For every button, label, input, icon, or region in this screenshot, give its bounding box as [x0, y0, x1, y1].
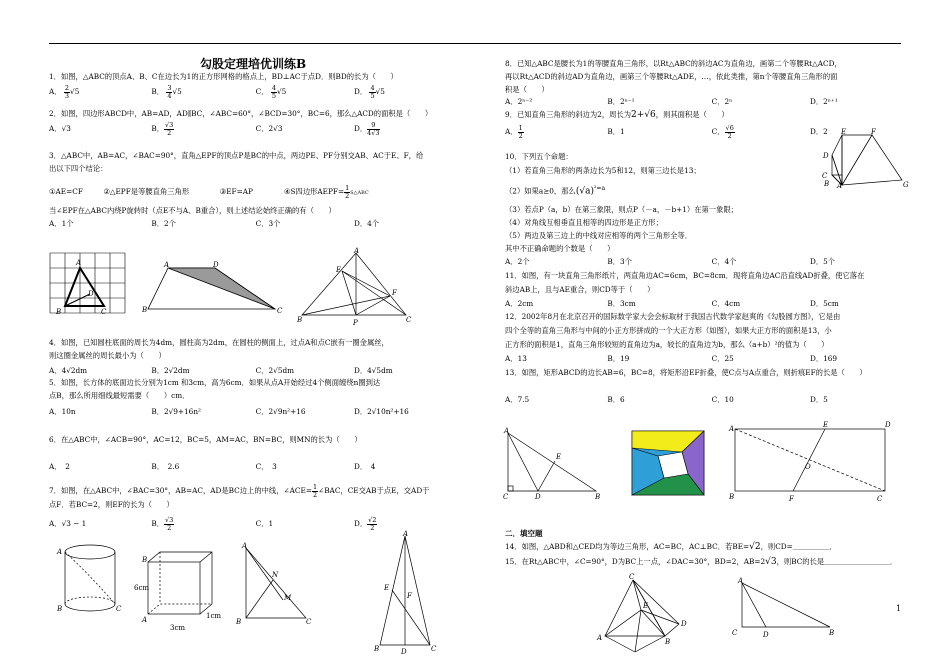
q9-opt-a-frac: $\frac{1}{2}$ [518, 124, 523, 140]
svg-text:M: M [284, 594, 292, 602]
svg-text:A: A [729, 425, 735, 433]
q1-text: 1．如图，△ABC的顶点A、B、C在边长为1的正方形网格的格点上，BD⊥AC于点D．则BD的长为（ ） [49, 72, 398, 81]
svg-text:O: O [805, 463, 811, 471]
svg-text:C: C [406, 316, 412, 324]
q12-text-b: 四个全等的直角三角形与中间的小正方形拼成的一个大正方形（如图），如果大正方形的面积是13，小 [505, 326, 832, 335]
q1-opt-c-label: C． [255, 87, 269, 96]
q1-opt-d-label: D． [353, 87, 368, 96]
q1-opt-a-label: A． [49, 87, 62, 96]
svg-text:A: A [597, 634, 603, 642]
q12-text-a: 12．2002年8月在北京召开的国际数学家大会会标取材于我国古代数学家赵爽的《勾股圆方图》，它是由 [505, 312, 841, 321]
q1-opt-b-frac: $\frac{3}{4}$ [167, 84, 172, 100]
q10-opt-d: D．5个 [809, 257, 836, 266]
q5-text-b: 点B，那么所用细线最短需要（ ）cm． [49, 391, 190, 400]
q13-opt-b: B．6 [607, 395, 625, 404]
q6-options [49, 463, 375, 470]
q3-opt-a: A．1个 [49, 219, 74, 228]
q12-opt-b: B．19 [607, 354, 630, 363]
svg-text:D: D [885, 421, 891, 429]
q6-opt-c: C． 3 [255, 462, 277, 471]
q10-prop-2: （2）如果a≥0，那么$(√a)^{^2=a}$ [505, 185, 606, 197]
svg-text:D: D [763, 631, 769, 639]
q7-opt-a: A．√3 − 1 [49, 519, 87, 528]
q13-opt-c: C．10 [711, 395, 734, 404]
svg-text:C: C [822, 172, 828, 180]
svg-text:D: D [401, 648, 407, 656]
q7-opt-b: B． [151, 519, 164, 528]
svg-text:C: C [306, 618, 312, 626]
q5-text-a: 5．如图，长方体的底面边长分别为1cm 和3cm，高为6cm．如果从点A开始经过4个侧面缠绕n圈到达 [49, 378, 381, 387]
q3-opt-d: D．4个 [353, 219, 380, 228]
svg-text:B: B [374, 645, 380, 653]
q3-statements [49, 185, 369, 199]
q12-options [505, 355, 837, 362]
svg-text:B: B [297, 316, 303, 324]
q1-options: A． $\frac{2}{3}$ √5 B． $\frac{3}{4}$ √5 C． $\frac{4}{5}$ √5 D． $\frac{4}{5}$ √5 [49, 84, 385, 100]
header-rule [49, 43, 901, 44]
q6-opt-d: D． 4 [353, 462, 376, 471]
q7-opt-c: C．1 [255, 519, 274, 528]
q9-opt-c: C． [711, 127, 725, 136]
svg-text:B: B [236, 618, 242, 626]
svg-text:E: E [643, 602, 649, 610]
q7-opt-d: D． [353, 519, 368, 528]
svg-text:C: C [431, 645, 437, 653]
svg-text:B: B [829, 629, 835, 637]
q1-opt-c-frac: $\frac{4}{5}$ [271, 84, 277, 100]
q6-triangle-figure [228, 540, 318, 632]
q3-statement-4: ④S四边形AEPF= $\frac{1}{2}$ S△ABC [283, 184, 369, 200]
q1-opt-a-frac: $\frac{2}{3}$ [64, 84, 70, 100]
svg-text:A: A [403, 530, 409, 538]
q10-question: 其中不正确命题的个数是（ ） [505, 244, 615, 253]
q13-text: 13．如图，矩形ABCD的边长AB=6，BC=8，将矩形沿EF折叠，使C点与A点重合，则折痕EF的长是（ ） [505, 368, 867, 377]
q7-text-a: 7．如图，在△ABC中，∠BAC=30°，AB=AC，AD是BC边上的中线，∠ACE= $\frac{1}{2}$ ∠BAC，CE交AB于点E，交AD于 [49, 483, 430, 499]
q2-opt-b: B． [151, 124, 164, 133]
q3-text-c: 当∠EPF在△ABC内绕P旋转时（点E不与A、B重合），则上述结论始终正确的有（ ） [49, 206, 336, 215]
svg-text:E: E [384, 584, 390, 592]
svg-text:C: C [503, 493, 509, 501]
q12-pinwheel-square-figure [630, 430, 706, 496]
svg-text:F: F [392, 289, 397, 297]
q11-folded-triangle-figure [500, 425, 605, 505]
q11-opt-d: D．5cm [809, 299, 839, 308]
q2-quadrilateral-figure [140, 260, 290, 315]
q10-opt-b: B．3个 [607, 257, 632, 266]
svg-text:B: B [665, 638, 671, 646]
q4-cylinder-figure [50, 540, 130, 620]
q10-options [505, 258, 835, 265]
svg-text:B: B [56, 308, 62, 316]
q13-options [505, 396, 828, 403]
q5-opt-a: A．10n [49, 407, 76, 416]
svg-text:A: A [354, 247, 360, 255]
q11-text-b: 斜边AB上，且与AE重合，则CD等于（ ） [505, 285, 655, 294]
q3-text-a: 3．△ABC中，AB=AC，∠BAC=90°，直角△EPF的顶点P是BC的中点，两边PE、PF分别交AB、AC于E、F，给 [49, 151, 424, 160]
q8-opt-d: D．2ⁿ⁺¹ [809, 97, 838, 106]
svg-text:C: C [629, 573, 635, 581]
q9-options [505, 125, 828, 139]
q6-opt-b: B． 2.6 [151, 462, 180, 471]
q5-cuboid-figure [136, 548, 226, 638]
q4-text-b: 则这圈金属丝的周长最小为（ ） [49, 351, 166, 360]
svg-text:C: C [277, 307, 283, 315]
q8-text-c: 积是（ ） [505, 85, 549, 94]
svg-text:B: B [142, 306, 148, 314]
svg-text:A: A [142, 616, 148, 624]
q1-grid-figure [44, 248, 134, 322]
q14-equilateral-triangles-figure [595, 570, 695, 658]
svg-text:D: D [681, 620, 687, 628]
q10-text: 10．下列五个命题： [505, 152, 573, 161]
svg-text:C: C [732, 629, 738, 637]
q6-opt-a: A． 2 [49, 462, 70, 471]
q1-opt-d-frac: $\frac{4}{5}$ [370, 84, 375, 100]
q11-opt-b: B．3cm [607, 299, 636, 308]
q5-opt-d: D．2√10n²+16 [353, 407, 409, 416]
q2-opt-a: A．√3 [49, 124, 71, 133]
svg-text:D: D [823, 152, 829, 160]
svg-text:C: C [101, 308, 107, 316]
q11-options [505, 300, 839, 307]
q8-opt-b: B．2ⁿ⁻¹ [607, 97, 635, 106]
q14-text: 14．如图，△ABD和△CED均为等边三角形，AC=BC，AC⊥BC．若BE=√2，则CD=＿＿＿＿＿． [505, 542, 837, 552]
q6-text: 6．在△ABC中，∠ACB=90°，AC=12，BC=5，AM=AC，BN=BC，则MN的长为（ ） [49, 435, 362, 444]
q12-text-c: 正方形的面积是1，直角三角形较短的直角边为a，较长的直角边为b，那么（a+b）²的值为（ ） [505, 340, 829, 349]
q4-opt-d: D．4√5dm [353, 366, 393, 375]
q8-text-a: 8．已知△ABC是腰长为1的等腰直角三角形，以Rt△ABC的斜边AC为直角边，画第二个等腰Rt△ACD， [505, 59, 842, 68]
q7-opt-d-frac: $\frac{√2}{2}$ [368, 516, 377, 532]
svg-text:E: E [336, 266, 342, 274]
q2-opt-b-frac: $\frac{√3}{2}$ [165, 121, 174, 137]
q15-right-triangle-figure [730, 575, 840, 640]
q11-opt-c: C．4cm [711, 299, 741, 308]
q7-half-frac: $\frac{1}{2}$ [312, 483, 318, 499]
q3-statement-1: ①AE=CF [49, 187, 83, 196]
svg-text:F: F [789, 495, 794, 503]
q4-text-a: 4．如图，已知圆柱底面的周长为4dm，圆柱高为2dm，在圆柱的侧面上，过点A和点C嵌有一圈金属丝， [49, 338, 389, 347]
q8-staircase-triangles-figure [809, 127, 917, 190]
svg-text:D: D [213, 261, 219, 269]
q8-opt-a: A．2ⁿ⁻² [505, 97, 533, 106]
q9-text: 9．已知直角三角形的斜边为2，周长为2+√6，则其面积是（ ） [505, 110, 729, 120]
section-fill-in-title: 二．填空题 [505, 529, 543, 538]
q9-opt-b: B．1 [607, 127, 625, 136]
fig-label-3cm: 3cm [170, 624, 186, 632]
q4-opt-c: C．2√5dm [255, 366, 295, 375]
fig-label-6cm: 6cm [134, 584, 150, 592]
svg-text:C: C [116, 605, 122, 613]
q8-text-b: 再以Rt△ACD的斜边AD为直角边，画第三个等腰Rt△ADE，…，依此类推，第n个等腰直角三角形的面 [505, 72, 838, 81]
svg-text:E: E [841, 128, 847, 136]
q10-prop-4: （4）对角线互相垂直且相等的四边形是正方形； [505, 218, 663, 227]
q10-prop-1: （1）若直角三角形的两条边长为5和12，则第三边长是13； [505, 166, 701, 175]
q1-opt-b-label: B． [151, 87, 164, 96]
svg-text:C: C [877, 495, 883, 503]
q3-opt-b: B．2个 [151, 219, 176, 228]
q7-opt-b-frac: $\frac{√3}{2}$ [165, 516, 174, 532]
q2-opt-c: C．2√3 [255, 124, 283, 133]
q13-folded-rectangle-figure [725, 417, 895, 512]
q7-triangle-figure [370, 530, 450, 658]
svg-text:N: N [272, 571, 279, 579]
q3-opt-c: C．3个 [255, 219, 281, 228]
q3-triangle-figure [295, 248, 415, 328]
q3-statement-2: ②△EPF是等腰直角三角形 [103, 187, 190, 196]
q12-opt-d: D．169 [809, 354, 838, 363]
svg-text:P: P [353, 319, 358, 327]
q10-opt-c: C．4个 [711, 257, 737, 266]
q11-text-a: 11．如图，有一块直角三角形纸片，两直角边AC=6cm，BC=8cm．现将直角边AC沿直线AD折叠，使它落在 [505, 271, 865, 280]
q9-opt-d: D．2 [809, 127, 828, 136]
svg-text:A: A [837, 182, 843, 190]
q10-opt-a: A．2个 [505, 257, 530, 266]
svg-text:F: F [407, 592, 412, 600]
svg-text:A: A [164, 261, 170, 269]
svg-text:D: D [88, 290, 94, 298]
svg-text:B: B [729, 493, 735, 501]
svg-text:A: A [76, 259, 82, 267]
svg-text:F: F [871, 128, 876, 136]
q5-options [49, 408, 409, 415]
svg-text:A: A [738, 577, 744, 585]
q13-opt-d: D．5 [809, 395, 828, 404]
q4-options [49, 367, 393, 374]
q2-opt-d: D． [353, 124, 368, 133]
svg-text:A: A [57, 548, 63, 556]
q8-options [505, 98, 838, 105]
q2-text: 2．如图，四边形ABCD中，AB=AD，AD∥BC，∠ABC=60°，∠BCD=30°，BC=6，那么△ACD的面积是（ ） [49, 109, 433, 118]
q3-statement-3: ③EF=AP [219, 187, 253, 196]
svg-text:A: A [504, 427, 510, 435]
svg-text:B: B [595, 493, 601, 501]
svg-text:E: E [556, 453, 562, 461]
svg-text:B: B [824, 180, 830, 188]
q3-options [49, 220, 379, 227]
q3-text-b: 出以下四个结论： [49, 164, 108, 173]
svg-text:G: G [903, 181, 909, 189]
q5-opt-c: C．2√9n²+16 [255, 407, 306, 416]
q12-opt-a: A．13 [505, 354, 527, 363]
svg-text:B: B [142, 556, 148, 564]
q15-text: 15．在Rt△ABC中，∠C=90°，D为BC上一点，∠DAC=30°，BD=2，AB=2√3，则BC的长是＿＿＿＿＿＿＿＿＿． [505, 557, 898, 567]
svg-text:B: B [57, 605, 63, 613]
q11-opt-a: A．2cm [505, 299, 534, 308]
page-title: 勾股定理培优训练B [200, 57, 307, 71]
q10-prop-5: （5）两边及第三边上的中线对应相等的两个三角形全等． [505, 231, 693, 240]
q5-opt-b: B．2√9+16n² [151, 407, 201, 416]
fig-label-1cm: 1cm [206, 612, 222, 620]
q9-opt-a: A． [505, 127, 518, 136]
q12-opt-c: C．25 [711, 354, 734, 363]
svg-text:A: A [242, 542, 248, 550]
q7-options [49, 517, 377, 531]
svg-text:D: D [535, 493, 541, 501]
q7-text-b: 点F．若BC=2，则EF的长为（ ） [49, 500, 174, 509]
q4-opt-b: B．2√2dm [151, 366, 190, 375]
q10-prop-3: （3）若点P（a，b）在第三象限，则点P（－a，－b+1）在第一象限； [505, 205, 738, 214]
q9-opt-c-frac: $\frac{√6}{2}$ [725, 124, 734, 140]
q2-opt-d-frac: $\frac{9}{4√3}$ [367, 121, 380, 137]
page-number: 1 [896, 604, 902, 613]
svg-text:E: E [823, 421, 829, 429]
q13-opt-a: A．7.5 [505, 395, 530, 404]
q8-opt-c: C．2ⁿ [711, 97, 733, 106]
q4-opt-a: A．4√2dm [49, 366, 88, 375]
q2-options [49, 122, 380, 136]
